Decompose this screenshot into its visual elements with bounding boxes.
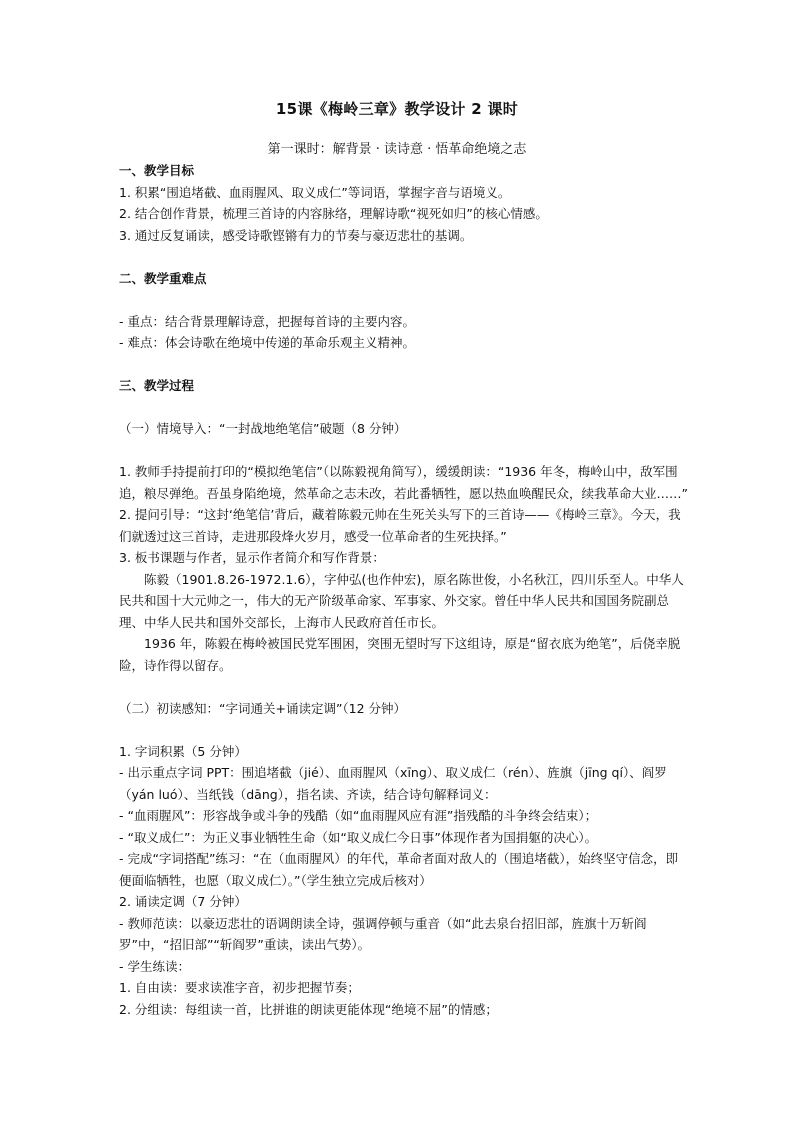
objective-item: 1. 积累“围追堵截、血雨腥风、取义成仁”等词语，掌握字音与语境义。 bbox=[119, 184, 511, 200]
key-point-item: - 重点：结合背景理解诗意，把握每首诗的主要内容。 bbox=[119, 313, 415, 329]
paragraph: 2. 提问引导：“这封‘绝笔信’背后，藏着陈毅元帅在生死关头写下的三首诗——《梅岭三章》。今天，我们就透过这三首诗，走进那段烽火岁月，感受一位革命者的生死抉择。” bbox=[119, 507, 681, 544]
subsection-heading-intro: （一）情境导入：“一封战地绝笔信”破题（8 分钟） bbox=[119, 421, 407, 436]
paragraph: - 学生练读： bbox=[119, 958, 190, 974]
paragraph: 2. 分组读：每组读一首，比拼谁的朗读更能体现“绝境不屈”的情感； bbox=[119, 1001, 498, 1017]
paragraph: - “取义成仁”：为正义事业牺牲生命（如“取义成仁今日事”体现作者为国捐躯的决心）。 bbox=[119, 829, 598, 845]
background-paragraph: 1936 年，陈毅在梅岭被国民党军围困，突围无望时写下这组诗，原是“留衣底为绝笔”，后侥幸脱险，诗作得以留存。 bbox=[119, 636, 681, 673]
paragraph: 2. 诵读定调（7 分钟） bbox=[119, 894, 247, 909]
key-point-item: - 难点：体会诗歌在绝境中传递的革命乐观主义精神。 bbox=[119, 335, 415, 350]
paragraph: 1. 字词积累（5 分钟） bbox=[119, 743, 247, 759]
author-bio: 陈毅（1901.8.26-1972.1.6），字仲弘(也作仲宏)，原名陈世俊，小名秋江，四川乐至人。中华人民共和国十大元帅之一，伟大的无产阶级革命家、军事家、外交家。曾任中华人民共和国国务院副总理、中华人民共和国外交部长，上海市人民政府首任市长。 bbox=[119, 571, 684, 630]
objective-item: 3. 通过反复诵读，感受诗歌铿锵有力的节奏与豪迈悲壮的基调。 bbox=[119, 227, 473, 243]
document-title: 15课《梅岭三章》教学设计 2 课时 bbox=[275, 100, 519, 118]
paragraph: - “血雨腥风”：形容战争或斗争的残酷（如“血雨腥风应有涯”指残酷的斗争终会结束）； bbox=[119, 808, 598, 823]
paragraph: - 完成“字词搭配”练习：“在（血雨腥风）的年代，革命者面对敌人的（围追堵截），始终坚守信念，即便面临牺牲，也愿（取义成仁）。”（学生独立完成后核对） bbox=[119, 851, 679, 888]
paragraph: 1. 教师手持提前打印的“模拟绝笔信”（以陈毅视角简写），缓缓朗读：“1936 年冬，梅岭山中，敌军围追，粮尽弹绝。吾虽身陷绝境，然革命之志未改，若此番牺牲，愿以热血唤醒民众，续我革命大业……” bbox=[119, 464, 688, 501]
paragraph: 3. 板书课题与作者，显示作者简介和写作背景： bbox=[119, 550, 385, 565]
paragraph: 1. 自由读：要求读准字音，初步把握节奏； bbox=[119, 980, 360, 995]
section-heading-objectives: 一、教学目标 bbox=[119, 163, 195, 178]
paragraph: - 教师范读：以豪迈悲壮的语调朗读全诗，强调停顿与重音（如“此去泉台招旧部，旌旗十万斩阎罗”中，“招旧部”“斩阎罗”重读，读出气势）。 bbox=[119, 915, 647, 952]
paragraph: - 出示重点字词 PPT：围追堵截（jié）、血雨腥风（xīng）、取义成仁（rén）、旌旗（jīng qí）、阎罗（yán luó）、当纸钱（dāng），指名读、齐读，结合诗句解释词义： bbox=[119, 765, 667, 802]
lesson-subtitle: 第一课时：解背景 · 读诗意 · 悟革命绝境之志 bbox=[267, 142, 527, 157]
subsection-heading-reading: （二）初读感知：“字词通关+诵读定调”（12 分钟） bbox=[119, 700, 407, 716]
section-heading-process: 三、教学过程 bbox=[119, 378, 195, 393]
document-body bbox=[119, 160, 689, 1020]
objective-item: 2. 结合创作背景，梳理三首诗的内容脉络，理解诗歌“视死如归”的核心情感。 bbox=[119, 206, 548, 221]
section-heading-key-points: 二、教学重难点 bbox=[119, 270, 207, 286]
